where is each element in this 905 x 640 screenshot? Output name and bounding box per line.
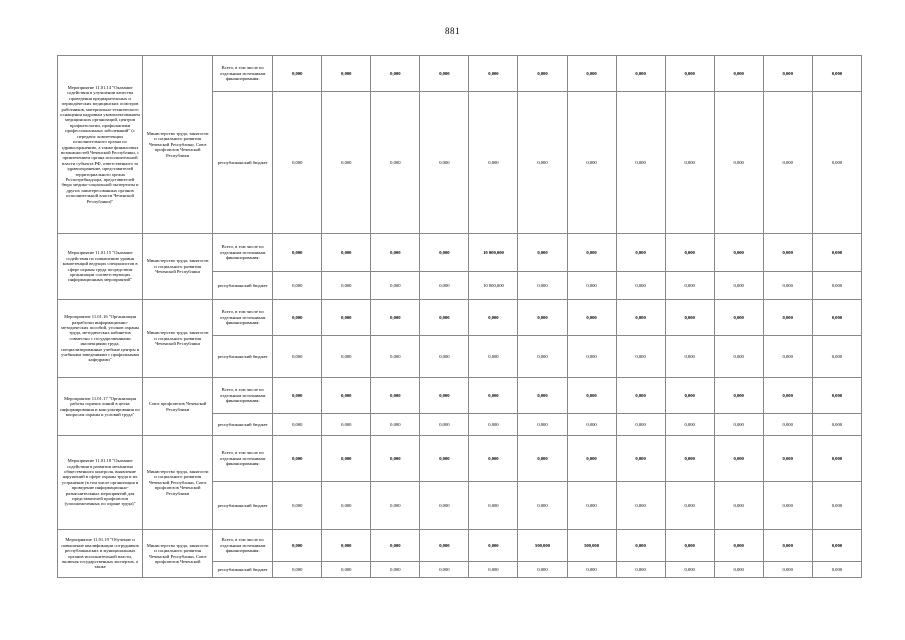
budget-value-cell: 0,000 bbox=[567, 482, 616, 530]
budget-value-cell: 0,000 bbox=[812, 562, 861, 578]
table-row bbox=[58, 436, 862, 482]
budget-value-cell: 0,000 bbox=[518, 92, 567, 234]
total-value-cell: 0,000 bbox=[763, 530, 812, 562]
total-value-cell: 0,000 bbox=[518, 378, 567, 414]
budget-value-cell: 0,000 bbox=[322, 272, 371, 300]
budget-value-cell: 0,000 bbox=[518, 336, 567, 378]
budget-value-cell: 0,000 bbox=[812, 92, 861, 234]
total-value-cell: 0,000 bbox=[322, 300, 371, 336]
measure-cell: Мероприятие 11.01.19 "Обучение и повышение квалификации сотрудников республиканских и муниципальных органов исполнительной власти, включая государственных экспертов, а также bbox=[58, 530, 143, 578]
budget-value-cell: 0,000 bbox=[371, 482, 420, 530]
measure-cell: Мероприятие 11.01.15 "Оказание содействия по повышению уровня компетенций ведущих специалистов в сфере охраны труда посредством организации соответствующих информационных мероприятий" bbox=[58, 234, 143, 300]
total-value-cell: 10 000,000 bbox=[469, 234, 518, 272]
total-value-cell: 0,000 bbox=[567, 436, 616, 482]
total-value-cell: 0,000 bbox=[518, 436, 567, 482]
budget-value-cell: 0,000 bbox=[714, 482, 763, 530]
total-value-cell: 0,000 bbox=[420, 530, 469, 562]
budget-value-cell: 10 000,000 bbox=[469, 272, 518, 300]
total-value-cell: 0,000 bbox=[273, 300, 322, 336]
total-value-cell: 0,000 bbox=[714, 436, 763, 482]
total-value-cell: 0,000 bbox=[273, 378, 322, 414]
budget-value-cell: 0,000 bbox=[518, 562, 567, 578]
budget-value-cell: 0,000 bbox=[322, 336, 371, 378]
total-value-cell: 0,000 bbox=[812, 300, 861, 336]
total-value-cell: 0,000 bbox=[763, 234, 812, 272]
total-value-cell: 0,000 bbox=[763, 436, 812, 482]
total-value-cell: 0,000 bbox=[469, 378, 518, 414]
budget-value-cell: 0,000 bbox=[812, 482, 861, 530]
budget-value-cell: 0,000 bbox=[763, 336, 812, 378]
budget-value-cell: 0,000 bbox=[714, 92, 763, 234]
executor-cell: Министерство труда, занятости и социального развития Чеченской Республики, Союз профсоюзов Чеченской bbox=[143, 530, 213, 578]
total-value-cell: 0,000 bbox=[273, 234, 322, 272]
measure-cell: Мероприятие 11.01.18 "Оказание содействия в развитии механизма общественного контроля, выявление нарушений в сфере охраны труда и их устранение (в том числе организация и проведение информационно-разъяснительных мероприятий для представителей профсоюзов (уполномоченных по охране труда)" bbox=[58, 436, 143, 530]
table-row bbox=[58, 234, 862, 272]
executor-cell: Министерство труда, занятости и социального развития Чеченской Республики bbox=[143, 234, 213, 300]
budget-value-cell: 0,000 bbox=[616, 92, 665, 234]
total-value-cell: 0,000 bbox=[616, 378, 665, 414]
budget-value-cell: 0,000 bbox=[665, 414, 714, 436]
total-value-cell: 0,000 bbox=[469, 530, 518, 562]
budget-value-cell: 0,000 bbox=[322, 414, 371, 436]
budget-value-cell: 0,000 bbox=[469, 562, 518, 578]
source-total-label: Всего, в том числе по отдельным источникам финансирования: bbox=[213, 378, 273, 414]
measure-cell: Мероприятие 11.01.14 "Оказание содействия в улучшении качества проведения предварительных и периодических медицинских осмотров работников, материально-технического оснащения кадровым укомплектованием медицинских организаций, центров профпатологии, профилактики профессиональных заболеваний" (с передачи: компетенции исполнительного органа по здравоохранению, а также финансовых возможностей Чеченской Республики, с привлечением органа исполнительной власти субъекта РФ, ответственного за здравоохранение, представителей территориального органа Роспотребнадзора, представителей бюро медико-социальной экспертизы и других заинтересованных органов исполнительной власти Чеченской Республики)" bbox=[58, 56, 143, 234]
total-value-cell: 0,000 bbox=[371, 530, 420, 562]
total-value-cell: 0,000 bbox=[665, 234, 714, 272]
total-value-cell: 0,000 bbox=[469, 56, 518, 92]
budget-value-cell: 0,000 bbox=[273, 336, 322, 378]
budget-value-cell: 0,000 bbox=[322, 562, 371, 578]
budget-value-cell: 0,000 bbox=[714, 272, 763, 300]
budget-value-cell: 0,000 bbox=[812, 272, 861, 300]
total-value-cell: 0,000 bbox=[567, 378, 616, 414]
total-value-cell: 0,000 bbox=[518, 300, 567, 336]
budget-value-cell: 0,000 bbox=[763, 414, 812, 436]
total-value-cell: 0,000 bbox=[469, 436, 518, 482]
total-value-cell: 0,000 bbox=[665, 530, 714, 562]
total-value-cell: 0,000 bbox=[420, 436, 469, 482]
total-value-cell: 0,000 bbox=[616, 56, 665, 92]
total-value-cell: 0,000 bbox=[420, 234, 469, 272]
source-total-label: Всего, в том числе по отдельным источникам финансирования: bbox=[213, 234, 273, 272]
total-value-cell: 0,000 bbox=[763, 56, 812, 92]
budget-value-cell: 0,000 bbox=[420, 482, 469, 530]
budget-value-cell: 0,000 bbox=[469, 482, 518, 530]
budget-value-cell: 0,000 bbox=[420, 414, 469, 436]
total-value-cell: 0,000 bbox=[371, 436, 420, 482]
total-value-cell: 0,000 bbox=[420, 56, 469, 92]
budget-value-cell: 0,000 bbox=[567, 414, 616, 436]
source-budget-label: республиканский бюджет bbox=[213, 562, 273, 578]
budget-value-cell: 0,000 bbox=[763, 92, 812, 234]
total-value-cell: 0,000 bbox=[322, 378, 371, 414]
total-value-cell: 0,000 bbox=[714, 56, 763, 92]
budget-value-cell: 0,000 bbox=[420, 336, 469, 378]
budget-value-cell: 0,000 bbox=[273, 92, 322, 234]
total-value-cell: 0,000 bbox=[322, 234, 371, 272]
total-value-cell: 0,000 bbox=[665, 56, 714, 92]
budget-value-cell: 0,000 bbox=[665, 482, 714, 530]
budget-value-cell: 0,000 bbox=[469, 92, 518, 234]
total-value-cell: 0,000 bbox=[518, 56, 567, 92]
total-value-cell: 0,000 bbox=[616, 300, 665, 336]
budget-value-cell: 0,000 bbox=[371, 414, 420, 436]
budget-value-cell: 0,000 bbox=[371, 272, 420, 300]
total-value-cell: 0,000 bbox=[420, 378, 469, 414]
total-value-cell: 0,000 bbox=[273, 56, 322, 92]
source-budget-label: республиканский бюджет bbox=[213, 414, 273, 436]
total-value-cell: 0,000 bbox=[567, 56, 616, 92]
total-value-cell: 0,000 bbox=[616, 436, 665, 482]
budget-value-cell: 0,000 bbox=[763, 272, 812, 300]
budget-value-cell: 0,000 bbox=[714, 562, 763, 578]
total-value-cell: 0,000 bbox=[714, 300, 763, 336]
budget-value-cell: 0,000 bbox=[812, 336, 861, 378]
budget-value-cell: 0,000 bbox=[763, 562, 812, 578]
budget-value-cell: 0,000 bbox=[567, 92, 616, 234]
budget-value-cell: 0,000 bbox=[371, 92, 420, 234]
budget-value-cell: 0,000 bbox=[371, 336, 420, 378]
source-total-label: Всего, в том числе по отдельным источникам финансирования: bbox=[213, 530, 273, 562]
budget-value-cell: 0,000 bbox=[371, 562, 420, 578]
source-budget-label: республиканский бюджет bbox=[213, 482, 273, 530]
total-value-cell: 0,000 bbox=[812, 234, 861, 272]
total-value-cell: 0,000 bbox=[273, 530, 322, 562]
budget-value-cell: 0,000 bbox=[812, 414, 861, 436]
budget-value-cell: 0,000 bbox=[714, 414, 763, 436]
total-value-cell: 500,000 bbox=[518, 530, 567, 562]
budget-value-cell: 0,000 bbox=[469, 336, 518, 378]
measure-cell: Мероприятие 11.01.16 "Организация разработки информационно-методических пособий, уголков охраны труда, методических кабинетов совместно с государственными инспекциями труда, специализированные учебные центры и учебными заведениями с профильными кафедрами" bbox=[58, 300, 143, 378]
budget-value-cell: 0,000 bbox=[518, 414, 567, 436]
total-value-cell: 0,000 bbox=[665, 300, 714, 336]
total-value-cell: 0,000 bbox=[273, 436, 322, 482]
source-budget-label: республиканский бюджет bbox=[213, 272, 273, 300]
total-value-cell: 0,000 bbox=[714, 530, 763, 562]
total-value-cell: 0,000 bbox=[469, 300, 518, 336]
source-budget-label: республиканский бюджет bbox=[213, 336, 273, 378]
budget-value-cell: 0,000 bbox=[665, 92, 714, 234]
budget-value-cell: 0,000 bbox=[420, 562, 469, 578]
total-value-cell: 0,000 bbox=[665, 436, 714, 482]
budget-value-cell: 0,000 bbox=[469, 414, 518, 436]
total-value-cell: 0,000 bbox=[518, 234, 567, 272]
budget-value-cell: 0,000 bbox=[616, 414, 665, 436]
total-value-cell: 0,000 bbox=[763, 378, 812, 414]
total-value-cell: 500,000 bbox=[567, 530, 616, 562]
budget-value-cell: 0,000 bbox=[567, 272, 616, 300]
total-value-cell: 0,000 bbox=[812, 530, 861, 562]
budget-value-cell: 0,000 bbox=[273, 414, 322, 436]
financing-table bbox=[57, 55, 862, 578]
total-value-cell: 0,000 bbox=[812, 56, 861, 92]
budget-value-cell: 0,000 bbox=[665, 272, 714, 300]
total-value-cell: 0,000 bbox=[371, 234, 420, 272]
total-value-cell: 0,000 bbox=[420, 300, 469, 336]
total-value-cell: 0,000 bbox=[567, 234, 616, 272]
total-value-cell: 0,000 bbox=[616, 530, 665, 562]
budget-value-cell: 0,000 bbox=[518, 482, 567, 530]
source-total-label: Всего, в том числе по отдельным источникам финансирования: bbox=[213, 56, 273, 92]
total-value-cell: 0,000 bbox=[714, 378, 763, 414]
page-number: 881 bbox=[445, 26, 460, 36]
budget-value-cell: 0,000 bbox=[665, 562, 714, 578]
budget-value-cell: 0,000 bbox=[518, 272, 567, 300]
total-value-cell: 0,000 bbox=[322, 56, 371, 92]
executor-cell: Министерство труда, занятости и социального развития Чеченской Республики bbox=[143, 300, 213, 378]
budget-value-cell: 0,000 bbox=[322, 92, 371, 234]
source-budget-label: республиканский бюджет bbox=[213, 92, 273, 234]
budget-value-cell: 0,000 bbox=[273, 272, 322, 300]
budget-value-cell: 0,000 bbox=[665, 336, 714, 378]
budget-value-cell: 0,000 bbox=[567, 336, 616, 378]
total-value-cell: 0,000 bbox=[322, 436, 371, 482]
executor-cell: Союз профсоюзов Чеченской Республики bbox=[143, 378, 213, 436]
executor-cell: Министерство труда, занятости и социального развития Чеченской Республики, Союз профсоюзов Чеченской Республики bbox=[143, 436, 213, 530]
budget-value-cell: 0,000 bbox=[763, 482, 812, 530]
budget-value-cell: 0,000 bbox=[322, 482, 371, 530]
budget-value-cell: 0,000 bbox=[616, 562, 665, 578]
total-value-cell: 0,000 bbox=[665, 378, 714, 414]
total-value-cell: 0,000 bbox=[567, 300, 616, 336]
source-total-label: Всего, в том числе по отдельным источникам финансирования: bbox=[213, 436, 273, 482]
budget-value-cell: 0,000 bbox=[273, 562, 322, 578]
measure-cell: Мероприятие 11.01.17 "Организация работы горячих линий в целях информирования и консультирования по вопросам охраны и условий труда" bbox=[58, 378, 143, 436]
total-value-cell: 0,000 bbox=[616, 234, 665, 272]
total-value-cell: 0,000 bbox=[812, 436, 861, 482]
budget-value-cell: 0,000 bbox=[273, 482, 322, 530]
table-row bbox=[58, 56, 862, 92]
total-value-cell: 0,000 bbox=[371, 300, 420, 336]
budget-value-cell: 0,000 bbox=[616, 482, 665, 530]
budget-value-cell: 0,000 bbox=[616, 336, 665, 378]
total-value-cell: 0,000 bbox=[371, 56, 420, 92]
budget-value-cell: 0,000 bbox=[616, 272, 665, 300]
total-value-cell: 0,000 bbox=[714, 234, 763, 272]
budget-value-cell: 0,000 bbox=[567, 562, 616, 578]
total-value-cell: 0,000 bbox=[371, 378, 420, 414]
executor-cell: Министерство труда, занятости и социального развития Чеченской Республики, Союз профсоюзов Чеченской Республики bbox=[143, 56, 213, 234]
budget-value-cell: 0,000 bbox=[714, 336, 763, 378]
budget-value-cell: 0,000 bbox=[420, 272, 469, 300]
table-row bbox=[58, 300, 862, 336]
table-row bbox=[58, 378, 862, 414]
source-total-label: Всего, в том числе по отдельным источникам финансирования: bbox=[213, 300, 273, 336]
total-value-cell: 0,000 bbox=[763, 300, 812, 336]
table-row bbox=[58, 530, 862, 562]
total-value-cell: 0,000 bbox=[812, 378, 861, 414]
total-value-cell: 0,000 bbox=[322, 530, 371, 562]
budget-value-cell: 0,000 bbox=[420, 92, 469, 234]
